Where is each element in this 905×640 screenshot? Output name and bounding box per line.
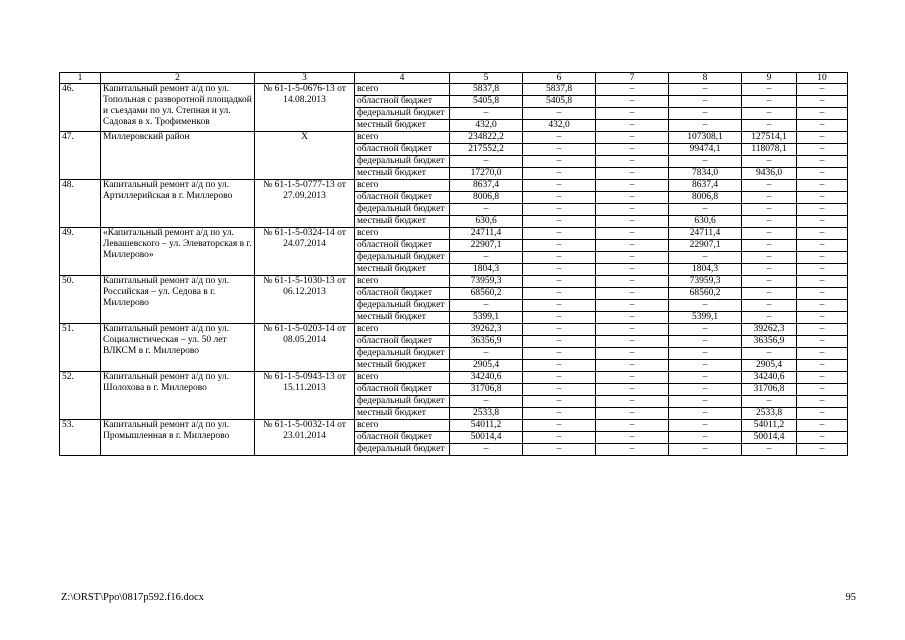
funding-source: местный бюджет (355, 120, 450, 132)
amount-cell: – (596, 168, 669, 180)
amount-cell: – (797, 276, 848, 288)
amount-cell: – (797, 324, 848, 336)
amount-cell: – (797, 348, 848, 360)
amount-cell: – (450, 156, 523, 168)
amount-cell: – (797, 252, 848, 264)
amount-cell: – (596, 156, 669, 168)
amount-cell: – (596, 252, 669, 264)
amount-cell: – (669, 324, 742, 336)
column-number-header: 10 (797, 73, 848, 84)
amount-cell: 22907,1 (669, 240, 742, 252)
amount-cell: 24711,4 (669, 228, 742, 240)
amount-cell: – (797, 288, 848, 300)
amount-cell: 9436,0 (742, 168, 797, 180)
amount-cell: – (523, 180, 596, 192)
amount-cell: – (523, 228, 596, 240)
funding-source: местный бюджет (355, 216, 450, 228)
amount-cell: – (797, 192, 848, 204)
amount-cell: – (523, 108, 596, 120)
amount-cell: 24711,4 (450, 228, 523, 240)
expertise-reference: № 61-1-5-0943-13 от 15.11.2013 (255, 372, 355, 420)
expertise-reference: № 61-1-5-0324-14 от 24.07.2014 (255, 228, 355, 276)
amount-cell: 31706,8 (450, 384, 523, 396)
amount-cell: – (742, 348, 797, 360)
amount-cell: 432,0 (450, 120, 523, 132)
amount-cell: – (523, 312, 596, 324)
amount-cell: – (669, 384, 742, 396)
amount-cell: – (596, 360, 669, 372)
funding-source: федеральный бюджет (355, 396, 450, 408)
funding-source: всего (355, 324, 450, 336)
amount-cell: 8006,8 (669, 192, 742, 204)
amount-cell: – (797, 216, 848, 228)
amount-cell: – (797, 156, 848, 168)
amount-cell: – (523, 372, 596, 384)
amount-cell: – (596, 228, 669, 240)
amount-cell: – (596, 420, 669, 432)
amount-cell: – (669, 432, 742, 444)
amount-cell: – (596, 372, 669, 384)
funding-source: областной бюджет (355, 336, 450, 348)
expertise-reference: № 61-1-5-0777-13 от 27.09.2013 (255, 180, 355, 228)
amount-cell: 2905,4 (450, 360, 523, 372)
amount-cell: 99474,1 (669, 144, 742, 156)
amount-cell: – (523, 276, 596, 288)
amount-cell: – (596, 204, 669, 216)
amount-cell: – (797, 408, 848, 420)
amount-cell: – (596, 444, 669, 456)
amount-cell: – (450, 348, 523, 360)
amount-cell: – (742, 396, 797, 408)
amount-cell: – (669, 444, 742, 456)
amount-cell: – (523, 156, 596, 168)
budget-table (59, 72, 848, 456)
item-number: 48. (60, 180, 101, 228)
amount-cell: – (596, 348, 669, 360)
item-number: 46. (60, 84, 101, 132)
amount-cell: – (742, 252, 797, 264)
amount-cell: 31706,8 (742, 384, 797, 396)
table-row (60, 132, 848, 144)
amount-cell: 5837,8 (450, 84, 523, 96)
amount-cell: – (669, 108, 742, 120)
amount-cell: – (450, 444, 523, 456)
amount-cell: – (797, 360, 848, 372)
funding-source: федеральный бюджет (355, 108, 450, 120)
funding-source: областной бюджет (355, 288, 450, 300)
amount-cell: 68560,2 (669, 288, 742, 300)
amount-cell: 8637,4 (450, 180, 523, 192)
amount-cell: – (596, 180, 669, 192)
amount-cell: – (523, 264, 596, 276)
amount-cell: – (596, 264, 669, 276)
amount-cell: – (523, 300, 596, 312)
amount-cell: 73959,3 (450, 276, 523, 288)
amount-cell: – (742, 120, 797, 132)
file-path: Z:\ORST\Ppo\0817p592.f16.docx (61, 592, 204, 603)
column-number-header: 3 (255, 73, 355, 84)
amount-cell: – (450, 252, 523, 264)
amount-cell: 8637,4 (669, 180, 742, 192)
amount-cell: – (742, 312, 797, 324)
amount-cell: – (669, 348, 742, 360)
amount-cell: – (742, 156, 797, 168)
column-number-header: 9 (742, 73, 797, 84)
object-name: Капитальный ремонт а/д по ул. Топольная с разворотной площадкой и съездами по ул. Степная и ул. Садовая в х. Трофименков (101, 84, 255, 132)
column-number-header: 4 (355, 73, 450, 84)
funding-source: федеральный бюджет (355, 348, 450, 360)
amount-cell: 36356,9 (450, 336, 523, 348)
amount-cell: – (797, 204, 848, 216)
amount-cell: – (596, 192, 669, 204)
amount-cell: – (523, 324, 596, 336)
amount-cell: – (596, 84, 669, 96)
funding-source: федеральный бюджет (355, 252, 450, 264)
amount-cell: – (669, 408, 742, 420)
amount-cell: 1804,3 (450, 264, 523, 276)
funding-source: областной бюджет (355, 144, 450, 156)
amount-cell: – (596, 312, 669, 324)
funding-source: федеральный бюджет (355, 300, 450, 312)
amount-cell: 5399,1 (450, 312, 523, 324)
amount-cell: – (669, 372, 742, 384)
amount-cell: – (523, 240, 596, 252)
amount-cell: – (523, 168, 596, 180)
table-row (60, 420, 848, 432)
funding-source: федеральный бюджет (355, 204, 450, 216)
amount-cell: – (797, 144, 848, 156)
amount-cell: – (797, 132, 848, 144)
amount-cell: 1804,3 (669, 264, 742, 276)
item-number: 50. (60, 276, 101, 324)
funding-source: областной бюджет (355, 96, 450, 108)
funding-source: местный бюджет (355, 312, 450, 324)
amount-cell: – (596, 108, 669, 120)
table-row (60, 324, 848, 336)
funding-source: всего (355, 372, 450, 384)
funding-source: областной бюджет (355, 384, 450, 396)
amount-cell: 234822,2 (450, 132, 523, 144)
amount-cell: – (596, 384, 669, 396)
expertise-reference: № 61-1-5-0676-13 от 14.08.2013 (255, 84, 355, 132)
amount-cell: – (742, 288, 797, 300)
amount-cell: – (669, 420, 742, 432)
amount-cell: 34240,6 (450, 372, 523, 384)
amount-cell: 22907,1 (450, 240, 523, 252)
object-name: Капитальный ремонт а/д по ул. Промышленная в г. Миллерово (101, 420, 255, 456)
table-row (60, 276, 848, 288)
amount-cell: – (797, 240, 848, 252)
column-number-header: 1 (60, 73, 101, 84)
amount-cell: – (742, 180, 797, 192)
amount-cell: – (742, 216, 797, 228)
amount-cell: – (523, 288, 596, 300)
funding-source: областной бюджет (355, 240, 450, 252)
amount-cell: 2905,4 (742, 360, 797, 372)
amount-cell: – (523, 420, 596, 432)
amount-cell: 8006,8 (450, 192, 523, 204)
object-name: Капитальный ремонт а/д по ул. Шолохова в г. Миллерово (101, 372, 255, 420)
amount-cell: – (797, 84, 848, 96)
column-number-header: 8 (669, 73, 742, 84)
amount-cell: – (523, 204, 596, 216)
amount-cell: – (596, 336, 669, 348)
amount-cell: – (523, 216, 596, 228)
amount-cell: – (669, 120, 742, 132)
amount-cell: – (596, 276, 669, 288)
amount-cell: 7834,0 (669, 168, 742, 180)
item-number: 51. (60, 324, 101, 372)
amount-cell: – (669, 396, 742, 408)
amount-cell: – (797, 108, 848, 120)
object-name: Капитальный ремонт а/д по ул. Социалистическая – ул. 50 лет ВЛКСМ в г. Миллерово (101, 324, 255, 372)
expertise-reference: № 61-1-5-1030-13 от 06.12.2013 (255, 276, 355, 324)
amount-cell: – (523, 348, 596, 360)
amount-cell: – (596, 300, 669, 312)
table-header-row (60, 73, 848, 84)
amount-cell: – (797, 300, 848, 312)
item-number: 53. (60, 420, 101, 456)
amount-cell: – (450, 108, 523, 120)
amount-cell: – (450, 300, 523, 312)
amount-cell: 630,6 (450, 216, 523, 228)
amount-cell: – (669, 84, 742, 96)
item-number: 52. (60, 372, 101, 420)
amount-cell: – (797, 228, 848, 240)
funding-source: всего (355, 84, 450, 96)
column-number-header: 2 (101, 73, 255, 84)
funding-source: всего (355, 180, 450, 192)
column-number-header: 6 (523, 73, 596, 84)
amount-cell: 50014,4 (450, 432, 523, 444)
expertise-reference: № 61-1-5-0032-14 от 23.01.2014 (255, 420, 355, 456)
amount-cell: – (523, 192, 596, 204)
amount-cell: – (797, 168, 848, 180)
amount-cell: 36356,9 (742, 336, 797, 348)
item-number: 47. (60, 132, 101, 180)
amount-cell: – (596, 132, 669, 144)
amount-cell: – (523, 408, 596, 420)
amount-cell: 2533,8 (450, 408, 523, 420)
amount-cell: – (450, 396, 523, 408)
amount-cell: – (797, 312, 848, 324)
amount-cell: 17270,0 (450, 168, 523, 180)
amount-cell: 5837,8 (523, 84, 596, 96)
object-name: Капитальный ремонт а/д по ул. Артиллерийская в г. Миллерово (101, 180, 255, 228)
expertise-reference: № 61-1-5-0203-14 от 08.05.2014 (255, 324, 355, 372)
amount-cell: 39262,3 (450, 324, 523, 336)
amount-cell: – (742, 300, 797, 312)
amount-cell: 54011,2 (450, 420, 523, 432)
amount-cell: 630,6 (669, 216, 742, 228)
funding-source: федеральный бюджет (355, 444, 450, 456)
amount-cell: 39262,3 (742, 324, 797, 336)
funding-source: федеральный бюджет (355, 156, 450, 168)
amount-cell: 5405,8 (450, 96, 523, 108)
funding-source: местный бюджет (355, 408, 450, 420)
amount-cell: 68560,2 (450, 288, 523, 300)
column-number-header: 5 (450, 73, 523, 84)
amount-cell: – (742, 204, 797, 216)
funding-source: местный бюджет (355, 264, 450, 276)
amount-cell: – (596, 144, 669, 156)
funding-source: местный бюджет (355, 360, 450, 372)
amount-cell: – (742, 444, 797, 456)
amount-cell: – (797, 372, 848, 384)
amount-cell: – (742, 192, 797, 204)
amount-cell: 432,0 (523, 120, 596, 132)
amount-cell: – (523, 396, 596, 408)
amount-cell: – (669, 360, 742, 372)
object-name: «Капитальный ремонт а/д по ул. Левашевского – ул. Элеваторская в г. Миллерово» (101, 228, 255, 276)
amount-cell: – (523, 252, 596, 264)
amount-cell: – (797, 396, 848, 408)
amount-cell: – (669, 252, 742, 264)
amount-cell: – (669, 300, 742, 312)
funding-source: местный бюджет (355, 168, 450, 180)
amount-cell: – (669, 96, 742, 108)
amount-cell: – (742, 240, 797, 252)
amount-cell: 54011,2 (742, 420, 797, 432)
amount-cell: – (742, 96, 797, 108)
amount-cell: – (797, 432, 848, 444)
funding-source: всего (355, 420, 450, 432)
page-number: 95 (845, 592, 856, 603)
amount-cell: – (797, 180, 848, 192)
amount-cell: – (523, 384, 596, 396)
amount-cell: – (523, 132, 596, 144)
amount-cell: – (797, 420, 848, 432)
amount-cell: – (742, 264, 797, 276)
amount-cell: – (669, 156, 742, 168)
amount-cell: – (523, 444, 596, 456)
object-name: Миллеровский район (101, 132, 255, 180)
funding-source: областной бюджет (355, 432, 450, 444)
funding-source: всего (355, 276, 450, 288)
amount-cell: 5405,8 (523, 96, 596, 108)
amount-cell: – (596, 324, 669, 336)
amount-cell: 5399,1 (669, 312, 742, 324)
column-number-header: 7 (596, 73, 669, 84)
amount-cell: – (742, 84, 797, 96)
table-row (60, 84, 848, 96)
amount-cell: – (523, 144, 596, 156)
amount-cell: – (596, 396, 669, 408)
amount-cell: – (596, 288, 669, 300)
amount-cell: 50014,4 (742, 432, 797, 444)
amount-cell: 217552,2 (450, 144, 523, 156)
amount-cell: – (797, 96, 848, 108)
amount-cell: – (523, 432, 596, 444)
amount-cell: – (523, 360, 596, 372)
amount-cell: 73959,3 (669, 276, 742, 288)
amount-cell: – (523, 336, 596, 348)
amount-cell: – (669, 204, 742, 216)
amount-cell: – (669, 336, 742, 348)
amount-cell: – (596, 432, 669, 444)
table-row (60, 372, 848, 384)
amount-cell: – (742, 276, 797, 288)
amount-cell: – (596, 240, 669, 252)
funding-source: всего (355, 132, 450, 144)
amount-cell: 34240,6 (742, 372, 797, 384)
amount-cell: – (797, 120, 848, 132)
amount-cell: – (742, 108, 797, 120)
amount-cell: – (797, 336, 848, 348)
expertise-reference: Х (255, 132, 355, 180)
item-number: 49. (60, 228, 101, 276)
amount-cell: – (797, 384, 848, 396)
table-row (60, 228, 848, 240)
amount-cell: – (797, 264, 848, 276)
funding-source: всего (355, 228, 450, 240)
amount-cell: 2533,8 (742, 408, 797, 420)
amount-cell: – (450, 204, 523, 216)
amount-cell: 127514,1 (742, 132, 797, 144)
amount-cell: – (596, 96, 669, 108)
amount-cell: 118078,1 (742, 144, 797, 156)
funding-source: областной бюджет (355, 192, 450, 204)
amount-cell: – (596, 408, 669, 420)
table-row (60, 180, 848, 192)
amount-cell: – (596, 120, 669, 132)
amount-cell: – (797, 444, 848, 456)
amount-cell: – (596, 216, 669, 228)
amount-cell: 107308,1 (669, 132, 742, 144)
object-name: Капитальный ремонт а/д по ул. Российская – ул. Седова в г. Миллерово (101, 276, 255, 324)
amount-cell: – (742, 228, 797, 240)
